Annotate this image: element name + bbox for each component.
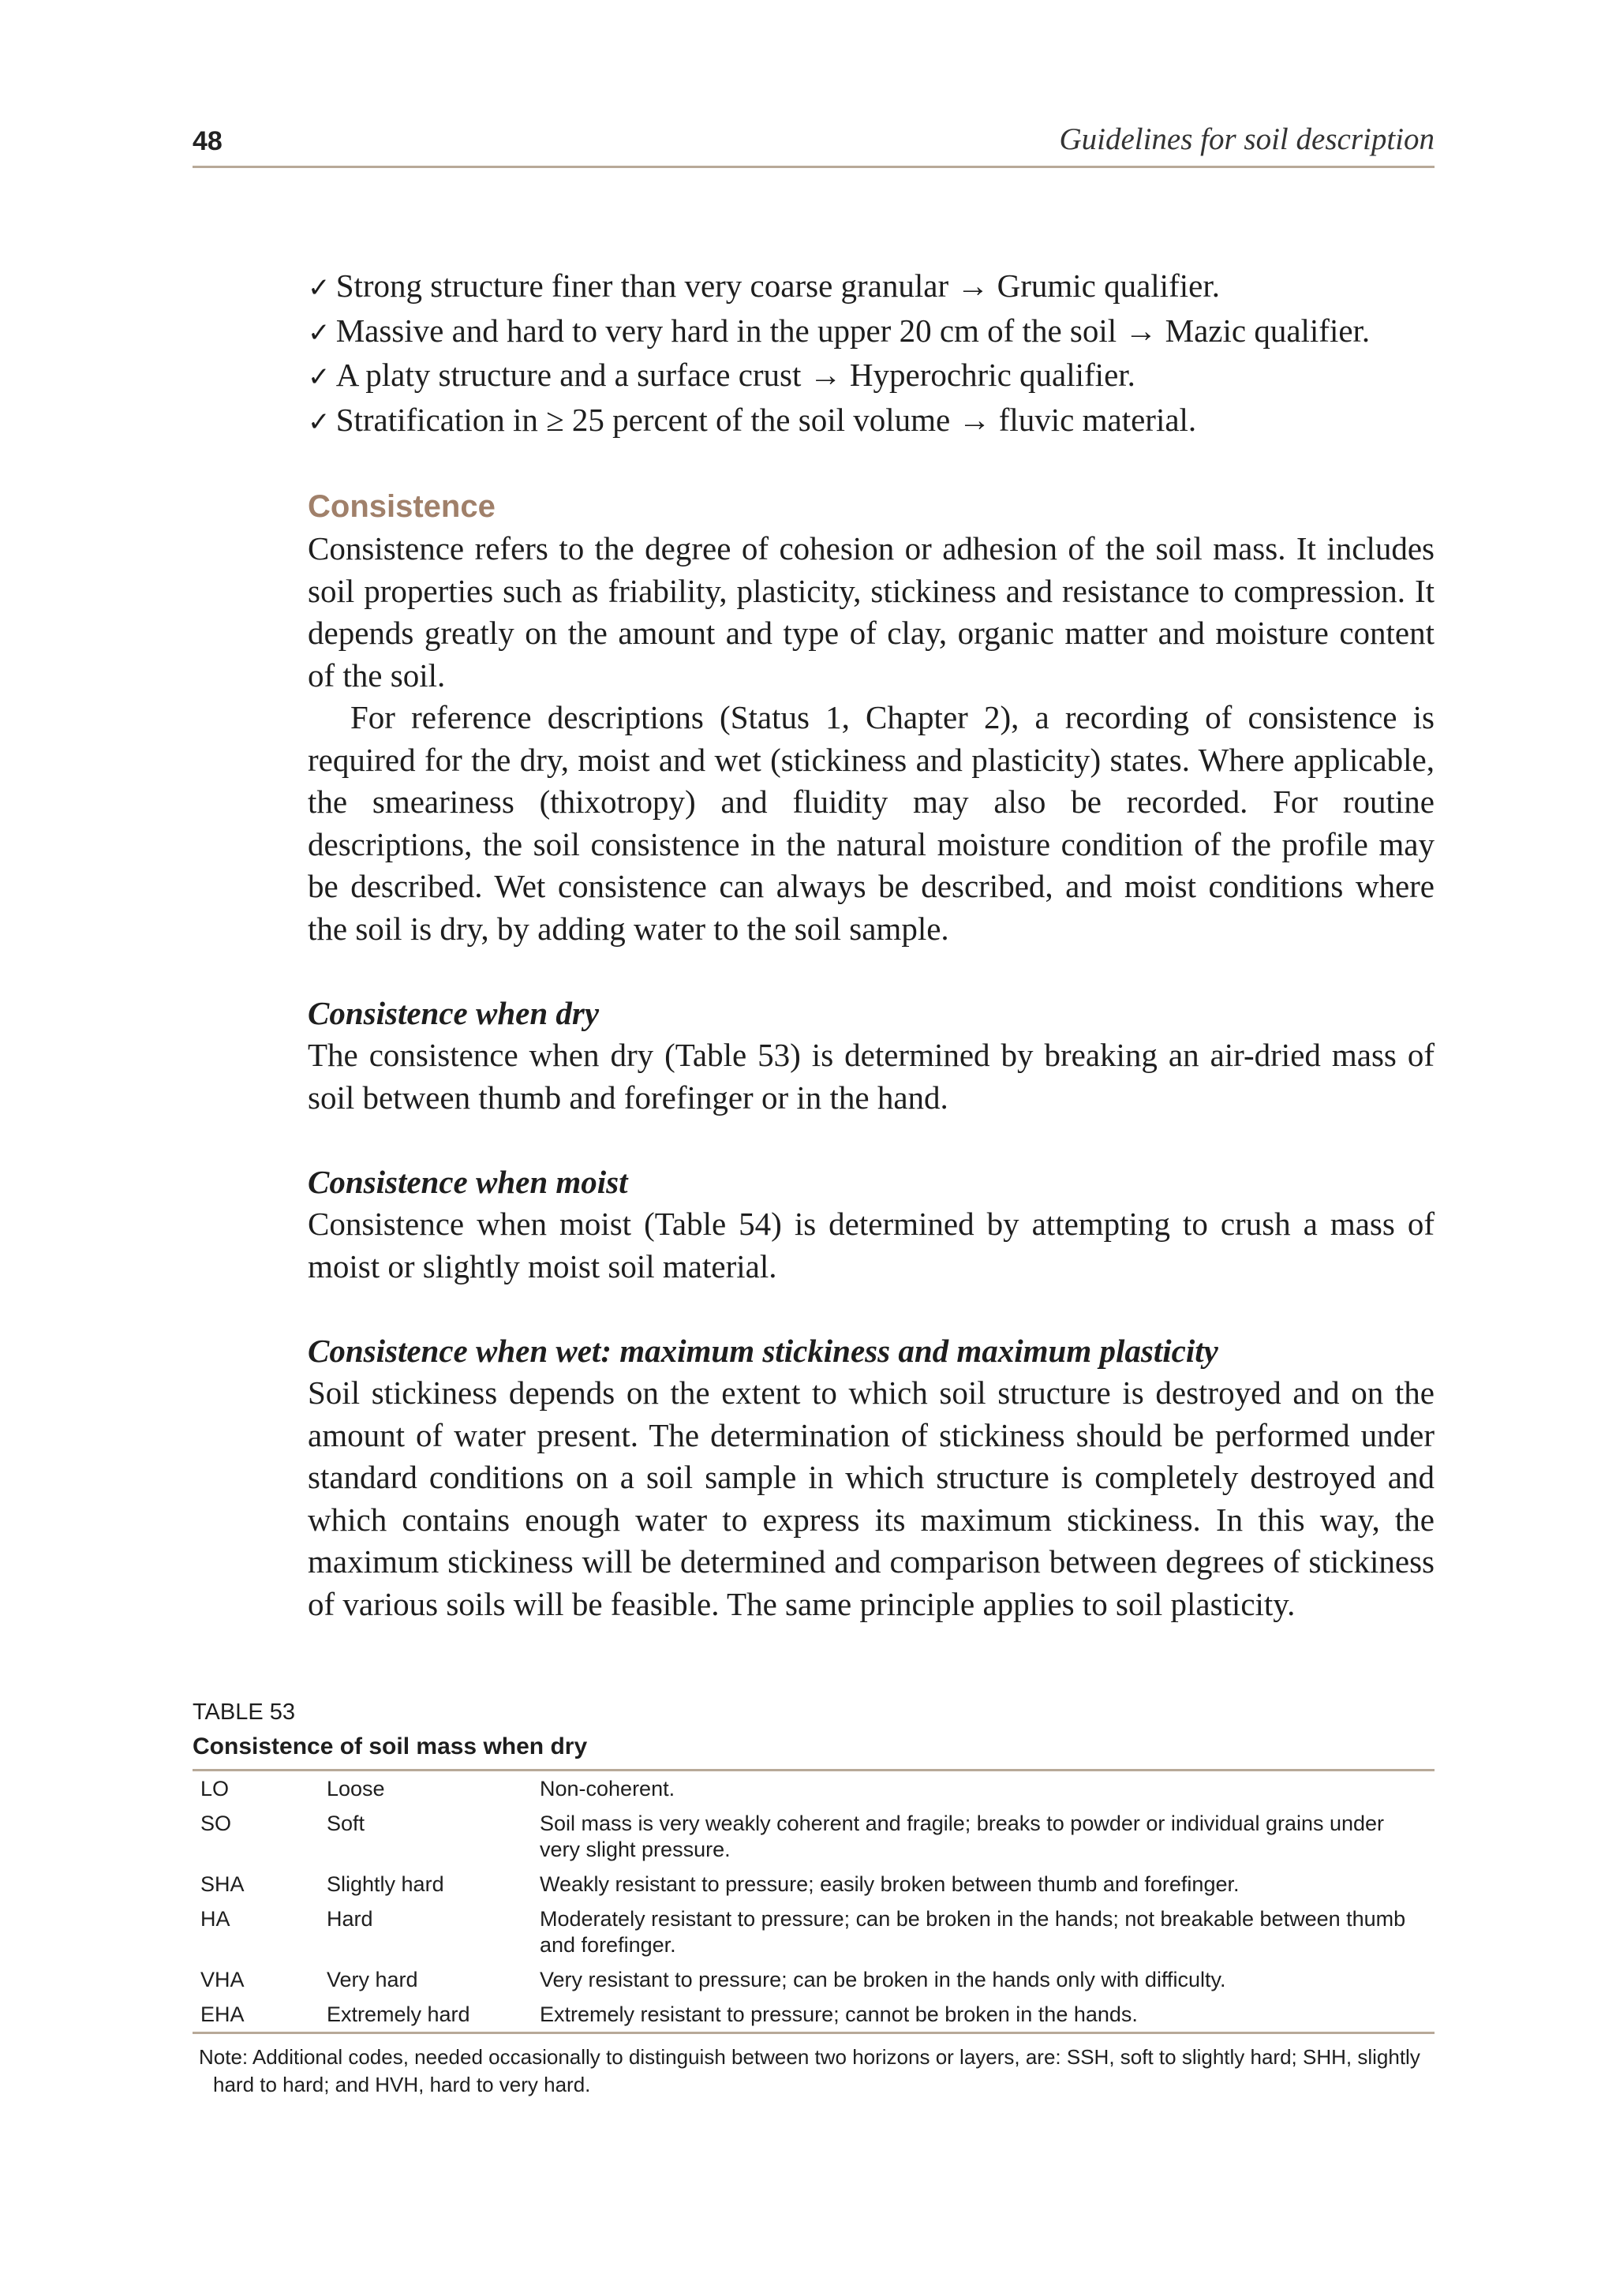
table-cell-code: SO [200,1812,232,1835]
table-cell-term: Soft [327,1812,365,1835]
table-row [193,1867,1435,1901]
table-caption: Consistence of soil mass when dry [193,1733,588,1759]
checklist-item-text: Strong structure finer than very coarse granular → Grumic qualifier. [335,267,1220,304]
table-cell-term: Slightly hard [327,1872,444,1896]
checklist-item-text: Stratification in ≥ 25 percent of the soil volume → fluvic material. [335,401,1197,438]
table-cell-code: HA [200,1907,230,1931]
table-cell-code: SHA [200,1872,245,1896]
dry-paragraph: The consistence when dry (Table 53) is determined by breaking an air-dried mass of soil between thumb and forefinger or in the hand. [308,1037,1435,1116]
subheading-dry: Consistence when dry [308,994,600,1031]
checklist-item [308,354,1435,399]
table-label: TABLE 53 [193,1700,296,1725]
page-header [193,118,1435,168]
checklist-item-text: Massive and hard to very hard in the upper 20 cm of the soil → Mazic qualifier. [335,312,1371,349]
check-icon: ✓ [308,361,331,393]
table-row [193,1962,1435,1997]
table-cell-description: Moderately resistant to pressure; can be broken in the hands; not breakable between thumb and forefinger. [540,1907,1406,1957]
running-title: Guidelines for soil description [1059,122,1435,156]
checklist-item-text: A platy structure and a surface crust → Hyperochric qualifier. [335,357,1135,393]
table-cell-term: Extremely hard [327,2002,470,2026]
page-number: 48 [193,126,223,156]
table-note: Note: Additional codes, needed occasionally to distinguish between two horizons or layers, are: SSH, soft to slightly hard; SHH, slightly hard to hard; and HVH, hard to very hard. [199,2045,1420,2096]
table-cell-term: Loose [327,1777,385,1801]
table-53 [193,1696,1435,2099]
check-icon: ✓ [308,272,331,304]
table-row [193,1997,1435,2033]
wet-paragraph: Soil stickiness depends on the extent to which soil structure is destroyed and on the amount of water present. The determination of stickiness should be performed under standard conditions on a soil sample in which structure is completely destroyed and which contains enough water to express its maximum stickiness. In this way, the maximum stickiness will be determined and comparison between degrees of stickiness of various soils will be feasible. The same principle applies to soil plasticity. [308,1374,1435,1622]
table-cell-term: Hard [327,1907,373,1931]
check-icon: ✓ [308,316,331,349]
consistence-paragraph-reference: For reference descriptions (Status 1, Chapter 2), a recording of consistence is required for the dry, moist and wet (stickiness and plasticity) states. Where applicable, the smeariness (thixotropy) and fluidity may also be recorded. For routine descriptions, the soil consistence in the natural moisture condition of the profile may be described. Wet consistence can always be described, and moist conditions where the soil is dry, by adding water to the soil sample. [308,699,1435,947]
checklist-item [308,265,1435,310]
subheading-moist: Consistence when moist [308,1163,628,1200]
table-cell-description: Soil mass is very weakly coherent and fragile; breaks to powder or individual grains under very slight pressure. [540,1812,1385,1861]
table-cell-description: Extremely resistant to pressure; cannot be broken in the hands. [540,2002,1138,2026]
table-cell-description: Weakly resistant to pressure; easily broken between thumb and forefinger. [540,1872,1240,1896]
consistence-table [193,1769,1435,2034]
check-icon: ✓ [308,406,331,438]
checklist-item [308,310,1435,355]
table-cell-description: Non-coherent. [540,1777,675,1801]
table-cell-code: VHA [200,1968,245,1991]
checklist-item [308,399,1435,444]
table-row [193,1901,1435,1962]
consistence-paragraph: Consistence refers to the degree of cohesion or adhesion of the soil mass. It includes soil properties such as friability, plasticity, stickiness and resistance to compression. It depends greatly on the amount and type of clay, organic matter and moisture content of the soil. [308,530,1435,694]
table-cell-code: EHA [200,2002,245,2026]
checklist [308,265,1435,443]
table-cell-term: Very hard [327,1968,418,1991]
table-row [193,1806,1435,1867]
subheading-wet: Consistence when wet: maximum stickiness and maximum plasticity [308,1332,1218,1369]
table-cell-description: Very resistant to pressure; can be broken in the hands only with difficulty. [540,1968,1226,1991]
table-row [193,1771,1435,1807]
main-content [308,265,1435,1625]
moist-paragraph: Consistence when moist (Table 54) is determined by attempting to crush a mass of moist or slightly moist soil material. [308,1206,1435,1284]
table-cell-code: LO [200,1777,230,1801]
section-heading-consistence: Consistence [308,489,496,524]
